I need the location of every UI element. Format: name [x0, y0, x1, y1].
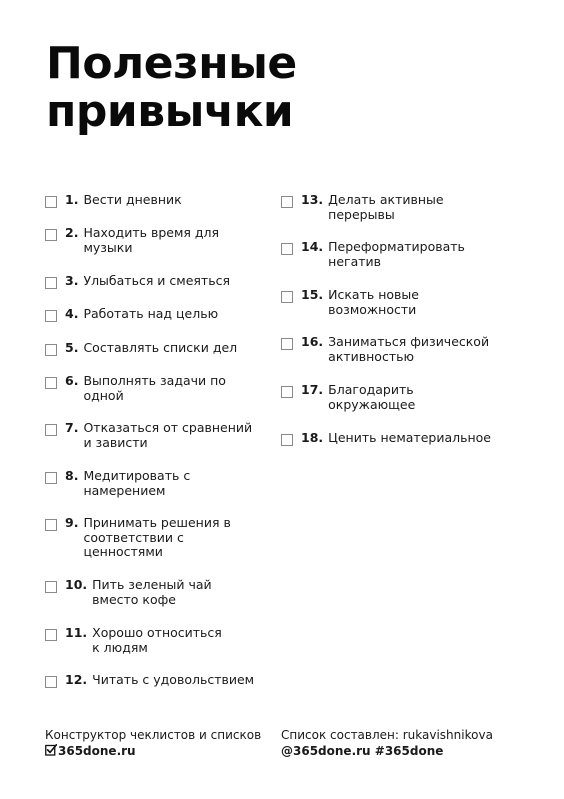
checklist-item[interactable]	[45, 626, 230, 655]
checkbox[interactable]	[281, 434, 293, 446]
checklist-item[interactable]	[45, 226, 225, 255]
item-label: Принимать решения в соответствии с ценностями	[83, 515, 231, 559]
item-number: 9.	[65, 515, 79, 530]
footer-left	[45, 727, 261, 759]
item-number: 14.	[301, 239, 324, 254]
item-label: Заниматься физической активностью	[328, 334, 490, 364]
item-number: 15.	[301, 287, 324, 302]
checkbox[interactable]	[45, 310, 57, 322]
checkbox[interactable]	[45, 472, 57, 484]
checklist-item[interactable]	[45, 341, 245, 356]
item-label: Делать активные перерывы	[328, 192, 444, 222]
item-number: 4.	[65, 306, 79, 321]
item-number: 12.	[65, 672, 88, 687]
item-label: Отказаться от сравнений и зависти	[83, 420, 253, 450]
item-number: 2.	[65, 225, 79, 240]
page-title	[46, 40, 297, 136]
item-label: Пить зеленый чай вместо кофе	[92, 577, 212, 607]
item-label: Улыбаться и смеяться	[83, 273, 230, 288]
checklist-item[interactable]	[281, 288, 441, 317]
checklist-item[interactable]	[45, 469, 205, 498]
checkbox[interactable]	[45, 581, 57, 593]
item-label: Находить время для музыки	[83, 225, 220, 255]
checkbox[interactable]	[281, 386, 293, 398]
item-label: Составлять списки дел	[83, 340, 238, 355]
checklist-item[interactable]	[45, 193, 245, 208]
footer-author: Список составлен: rukavishnikova	[281, 728, 493, 742]
checkbox[interactable]	[45, 377, 57, 389]
footer-caption: Конструктор чеклистов и списков	[45, 728, 262, 742]
item-number: 11.	[65, 625, 88, 640]
checklist-item[interactable]	[45, 673, 260, 688]
checkbox[interactable]	[45, 277, 57, 289]
item-label: Вести дневник	[83, 192, 182, 207]
item-label: Выполнять задачи по одной	[83, 373, 226, 403]
footer-tags: @365done.ru #365done	[281, 744, 444, 758]
checkbox[interactable]	[281, 338, 293, 350]
item-label: Работать над целью	[83, 306, 219, 321]
checkbox[interactable]	[281, 243, 293, 255]
checklist-item[interactable]	[45, 578, 220, 607]
checkbox[interactable]	[281, 291, 293, 303]
item-number: 7.	[65, 420, 79, 435]
checklist-item[interactable]	[281, 431, 501, 446]
checkbox[interactable]	[45, 196, 57, 208]
checklist-item[interactable]	[45, 421, 253, 450]
item-number: 10.	[65, 577, 88, 592]
checklist-item[interactable]	[281, 383, 431, 412]
item-label: Искать новые возможности	[328, 287, 419, 317]
footer-site-text: 365done.ru	[58, 744, 136, 758]
footer-right	[281, 727, 493, 759]
page-title-line-2: привычки	[46, 86, 294, 137]
checklist-item[interactable]	[45, 274, 245, 289]
item-number: 5.	[65, 340, 79, 355]
item-number: 8.	[65, 468, 79, 483]
item-number: 16.	[301, 334, 324, 349]
item-label: Ценить нематериальное	[328, 430, 491, 445]
checkbox[interactable]	[45, 344, 57, 356]
checkbox[interactable]	[45, 629, 57, 641]
item-number: 17.	[301, 382, 324, 397]
item-label: Переформатировать негатив	[328, 239, 465, 269]
checkbox[interactable]	[45, 229, 57, 241]
checklist-item[interactable]	[281, 193, 451, 222]
checkbox[interactable]	[45, 519, 57, 531]
item-number: 18.	[301, 430, 324, 445]
checklist-item[interactable]	[45, 516, 235, 560]
page-title-line-1: Полезные	[46, 38, 297, 89]
checkbox[interactable]	[45, 676, 57, 688]
checkbox-check-icon	[45, 744, 57, 756]
item-label: Хорошо относиться к людям	[92, 625, 222, 655]
checkbox[interactable]	[45, 424, 57, 436]
item-label: Медитировать с намерением	[83, 468, 191, 498]
item-number: 13.	[301, 192, 324, 207]
checkbox[interactable]	[281, 196, 293, 208]
item-number: 1.	[65, 192, 79, 207]
checklist-item[interactable]	[281, 335, 496, 364]
item-number: 3.	[65, 273, 79, 288]
item-number: 6.	[65, 373, 79, 388]
item-label: Благодарить окружающее	[328, 382, 416, 412]
checklist-item[interactable]	[45, 307, 245, 322]
checklist-item[interactable]	[45, 374, 230, 403]
item-label: Читать с удовольствием	[92, 672, 255, 687]
footer-site-link[interactable]	[45, 743, 261, 759]
checklist-item[interactable]	[281, 240, 481, 269]
